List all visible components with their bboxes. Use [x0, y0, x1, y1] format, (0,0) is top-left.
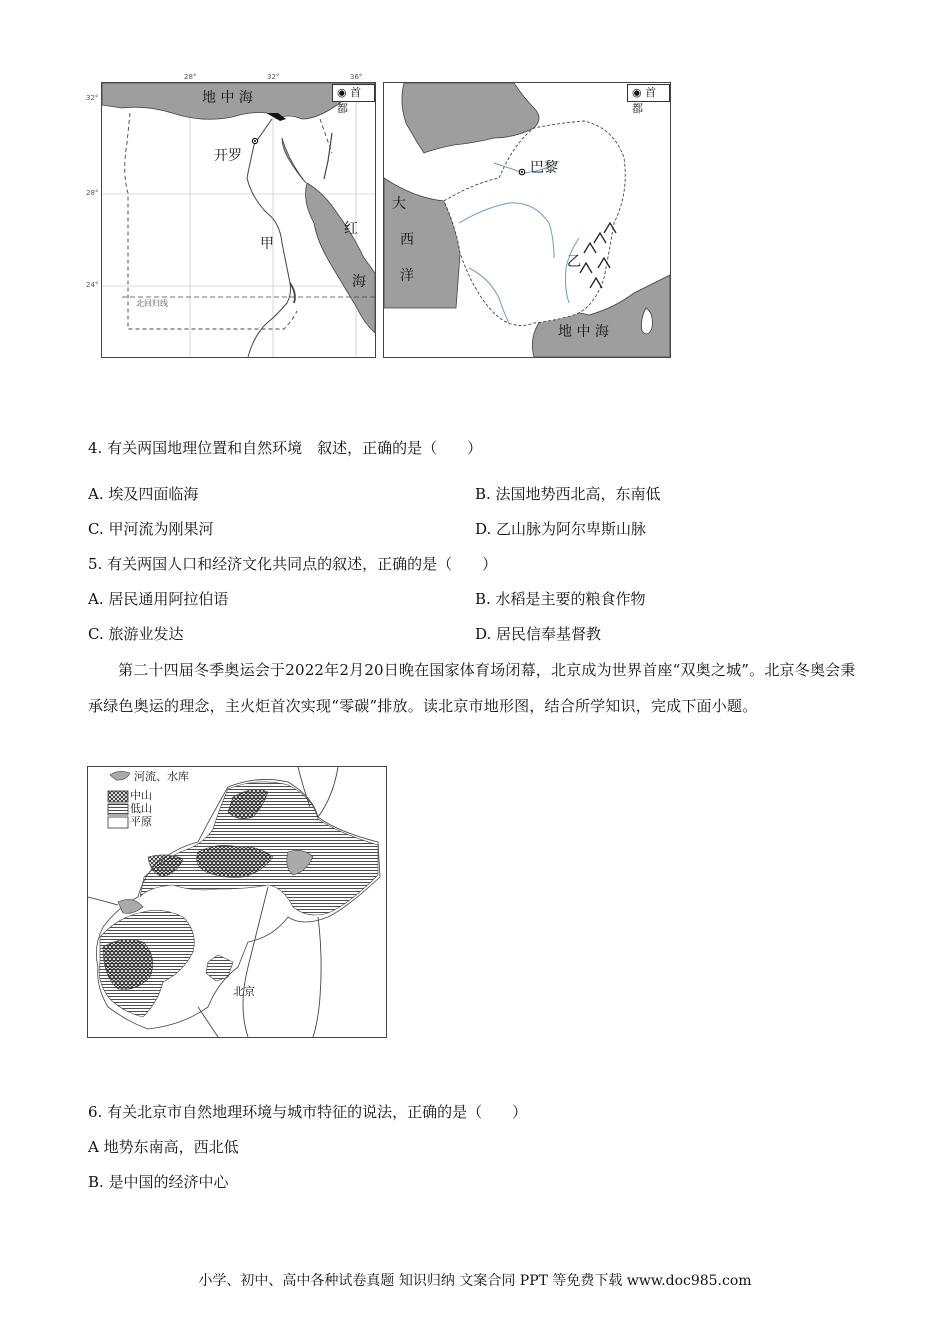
mountain-label: 乙 [567, 254, 581, 270]
q6-option-a[interactable]: A 地势东南高，西北低 [88, 1138, 239, 1156]
atlantic-label-2: 西 [400, 232, 414, 248]
egypt-red-sea-label-1: 红 [344, 221, 358, 237]
passage-text: 第二十四届冬季奥运会于2022年2月20日晚在国家体育场闭幕，北京成为世界首座“双奥之城”。北京冬奥会秉承绿色奥运的理念，主火炬首次实现“零碳”排放。读北京市地形图，结合所学知识，完成下面小题。 [88, 661, 856, 715]
egypt-map-drawing [102, 83, 375, 357]
q4-option-b[interactable]: B. 法国地势西北高，东南低 [475, 485, 661, 503]
legend-river: 河流、水库 [134, 770, 189, 783]
lon-tick-36: 36° [350, 73, 363, 81]
lat-tick-28: 28° [86, 189, 99, 197]
egypt-city-label: 开罗 [214, 148, 242, 164]
q4-option-d[interactable]: D. 乙山脉为阿尔卑斯山脉 [475, 520, 647, 538]
q5-option-c[interactable]: C. 旅游业发达 [88, 625, 184, 643]
egypt-map [101, 82, 376, 358]
france-map [383, 82, 671, 358]
lat-tick-32: 32° [86, 94, 99, 102]
france-map-drawing [384, 83, 670, 357]
passage [88, 652, 863, 724]
q5-option-d[interactable]: D. 居民信奉基督教 [475, 625, 602, 643]
q6-option-b[interactable]: B. 是中国的经济中心 [88, 1173, 229, 1191]
france-city-label: 巴黎 [530, 160, 558, 176]
egypt-sea-label: 地 中 海 [202, 90, 253, 106]
q5-option-b[interactable]: B. 水稻是主要的粮食作物 [475, 590, 646, 608]
france-sea-label: 地 中 海 [558, 324, 609, 340]
q6-stem: 6. 有关北京市自然地理环境与城市特征的说法，正确的是（ ） [88, 1103, 528, 1121]
q4-option-a[interactable]: A. 埃及四面临海 [88, 485, 199, 503]
q4-stem: 4. 有关两国地理位置和自然环境 叙述，正确的是（ ） [88, 439, 483, 457]
egypt-river-label: 甲 [260, 236, 274, 252]
atlantic-label-3: 洋 [400, 268, 414, 284]
page-footer: 小学、初中、高中各种试卷真题 知识归纳 文案合同 PPT 等免费下载 www.doc985.com [198, 1273, 752, 1289]
q5-stem: 5. 有关两国人口和经济文化共同点的叙述，正确的是（ ） [88, 555, 498, 573]
beijing-city-label: 北京 [233, 985, 255, 998]
tropic-label: 北回归线 [136, 299, 168, 308]
legend-low-mountain: 低山 [130, 802, 152, 815]
q5-option-a[interactable]: A. 居民通用阿拉伯语 [88, 590, 229, 608]
legend-middle-mountain: 中山 [130, 789, 152, 802]
france-capital-badge: ◉ 首都 [627, 84, 670, 102]
lon-tick-32: 32° [267, 73, 280, 81]
q4-option-c[interactable]: C. 甲河流为刚果河 [88, 520, 214, 538]
egypt-capital-badge: ◉ 首都 [332, 84, 375, 102]
lat-tick-24: 24° [86, 281, 99, 289]
legend-plain: 平原 [130, 815, 152, 828]
beijing-map [87, 766, 387, 1038]
egypt-red-sea-label-2: 海 [352, 274, 366, 290]
atlantic-label-1: 大 [392, 196, 406, 212]
lon-tick-28: 28° [184, 73, 197, 81]
